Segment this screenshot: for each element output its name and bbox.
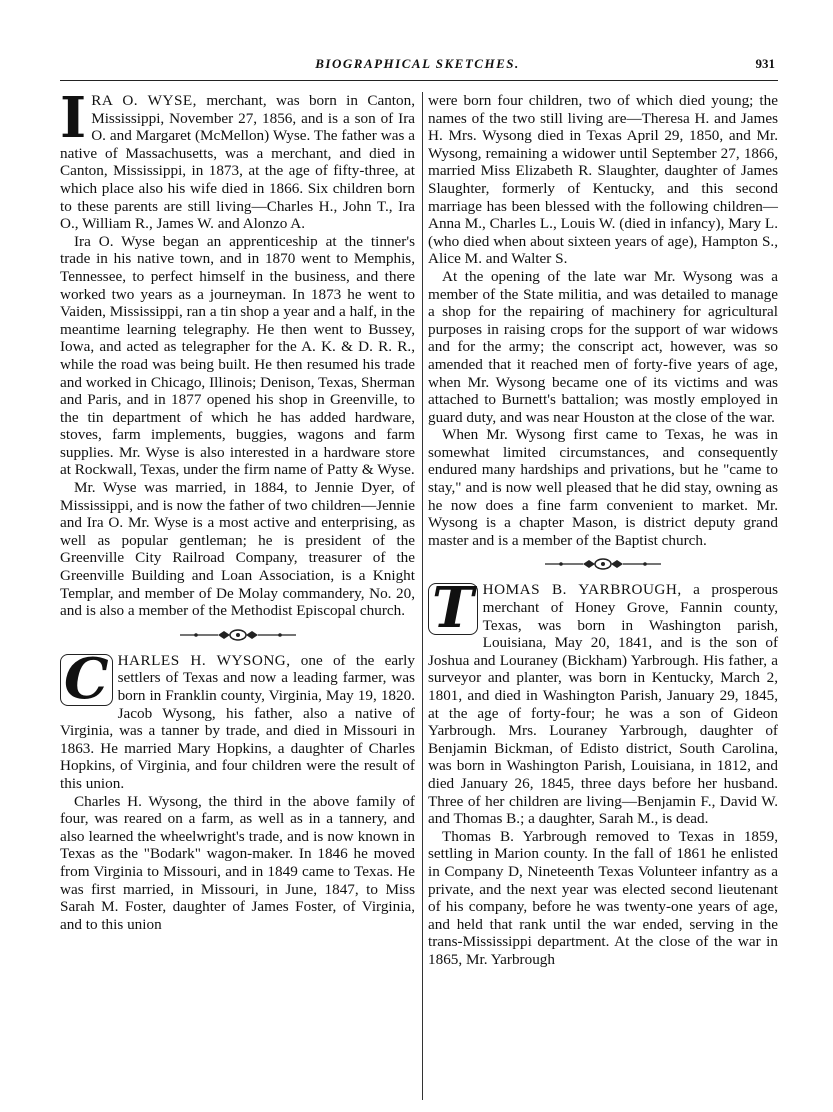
sketch-paragraph: When Mr. Wysong first came to Texas, he was in somewhat limited circumstances, and consequently endured many hardships and privations, but he "came to stay," and is now well pleased that he did stay, owning as he now does a fine farm convenient to market. Mr. Wysong is a chapter Mason, is district deputy grand master and is a member of the Baptist church. xyxy=(428,426,778,549)
page-header xyxy=(60,56,775,76)
running-title: BIOGRAPHICAL SKETCHES. xyxy=(315,56,520,71)
sketch-wyse xyxy=(60,85,415,620)
sketch-wysong-continued xyxy=(428,92,778,549)
subject-name: RA O. WYSE, xyxy=(91,92,197,109)
drop-cap: I xyxy=(60,85,87,151)
left-column xyxy=(60,85,415,933)
section-ornament xyxy=(428,557,778,571)
sketch-paragraph xyxy=(60,85,415,233)
ornament-icon xyxy=(178,629,298,641)
paragraph-text: a prosperous merchant of Honey Grove, Fannin county, Texas, was born in Washington parish, Louisiana, May 20, 1841, and is the son of Joshua and Louraney (Bickham) Yarbrough. His father, a surveyor and planter, was born in Kentucky, March 2, 1801, and died in Washington Parish, January 29, 1845, at the age of forty-four; he was a son of Gideon Yarbrough. Mrs. Louraney Yarbrough, daughter of Benjamin Bickman, of Edisto district, South Carolina, was born in Washington Parish, Louisiana, in 1812, and died January 26, 1845, three days before her husband. Three of her children are living—Benjamin F., David W. and Thomas B.; a daughter, Sarah M., is dead. xyxy=(428,581,778,828)
subject-name: HARLES H. WYSONG, xyxy=(117,651,291,669)
ornament-icon xyxy=(543,558,663,570)
header-rule xyxy=(60,80,778,81)
sketch-paragraph xyxy=(428,575,778,828)
subject-name: HOMAS B. YARBROUGH, xyxy=(482,581,682,599)
sketch-paragraph: Mr. Wyse was married, in 1884, to Jennie Dyer, of Mississippi, and is now the father of two children—Jennie and Ira O. Mr. Wyse is a most active and enterprising, as well as popular gentleman; he is president of the Greenville City Railroad Company, treasurer of the Greenville Building and Loan Association, is a Knight Templar, and member of De Molay commandery, No. 20, and is also a member of the Methodist Episcopal church. xyxy=(60,479,415,620)
right-column xyxy=(428,92,778,969)
section-ornament xyxy=(60,628,415,642)
sketch-paragraph: Charles H. Wysong, the third in the above family of four, was reared on a farm, as well as in a tannery, and also learned the wheelwright's trade, and is now known in Texas as the "Bodark" wagon-maker. In 1846 he moved from Virginia to Missouri, and in 1849 came to Texas. He was first married, in Missouri, in June, 1847, to Miss Sarah M. Foster, daughter of James Foster, of Virginia, and to this union xyxy=(60,792,415,933)
paragraph-text: one of the early settlers of Texas and now a leading farmer, was born in Franklin county, Virginia, May 19, 1820. Jacob Wysong, his father, also a native of Virginia, was a tanner by trade, and died in Missouri in 1863. He married Mary Hopkins, a daughter of Charles Hopkins, of Virginia, and four children were the result of this union. xyxy=(60,651,415,792)
page-number: 931 xyxy=(755,56,775,71)
sketch-paragraph: Ira O. Wyse began an apprenticeship at the tinner's trade in his native town, and in 1870 went to Memphis, Tennessee, to perfect himself in the business, and there worked two years as a journeyman. In 1873 he went to Vaiden, Mississippi, ran a tin shop a year and a half, in the meantime learning telegraphy. He then went to Bussey, Iowa, and acted as telegrapher for the A. K. & D. R. R., while the road was being built. He then resumed his trade and worked in Chicago, Illinois; Denison, Texas, Sherman and Paris, and in 1877 opened his shop in Greenville, to the tin department of which he has added hardware, stoves, farm implements, buggies, wagons and farm supplies. Mr. Wyse is also interested in a hardware store at Rockwall, Texas, under the firm name of Patty & Wyse. xyxy=(60,232,415,479)
sketch-wysong xyxy=(60,645,415,934)
sketch-paragraph: were born four children, two of which died young; the names of the two still living are—Theresa H. and James H. Mrs. Wysong died in Texas April 29, 1850, and Mr. Wysong, remaining a widower until September 27, 1866, married Miss Elizabeth R. Slaughter, daughter of James Slaughter, formerly of Kentucky, and this second marriage has been blessed with the following children—Anna M., Charles L., Louis W. (died in infancy), Mary L. (who died when about sixteen years of age), Hampton S., Alice M. and Walter S. xyxy=(428,92,778,268)
drop-cap: T xyxy=(428,583,478,635)
sketch-paragraph: At the opening of the late war Mr. Wysong was a member of the State militia, and was detailed to manage a shop for the repairing of machinery for agricultural purposes in raising crops for the support of war widows and for the army; the conscript act, however, was so amended that it reached men of forty-five years of age, when Mr. Wysong became one of its victims and was attached to Burnett's battalion; was mostly employed in guard duty, and was near Houston at the close of the war. xyxy=(428,267,778,426)
drop-cap: C xyxy=(60,654,113,706)
sketch-yarbrough xyxy=(428,575,778,968)
paragraph-text: merchant, was born in Canton, Mississippi, November 27, 1856, and is a son of Ira O. and Margaret (McMellon) Wyse. The father was a native of Massachusetts, was a merchant, and died in Canton, Mississippi, in 1873, at the age of fifty-three, at which place also his wife died in 1866. Six children born to these parents are still living—Charles H., John T., Ira O., William R., James W. and Alonzo A. xyxy=(60,92,415,233)
sketch-paragraph xyxy=(60,645,415,793)
sketch-paragraph: Thomas B. Yarbrough removed to Texas in 1859, settling in Marion county. In the fall of 1861 he enlisted in Company D, Nineteenth Texas Volunteer infantry as a private, and the next year was elected second lieutenant of his company, before he was twenty-one years of age, and held that rank until the war ended, serving in the trans-Mississippi department. At the close of the war in 1865, Mr. Yarbrough xyxy=(428,827,778,968)
column-divider xyxy=(422,92,423,1100)
